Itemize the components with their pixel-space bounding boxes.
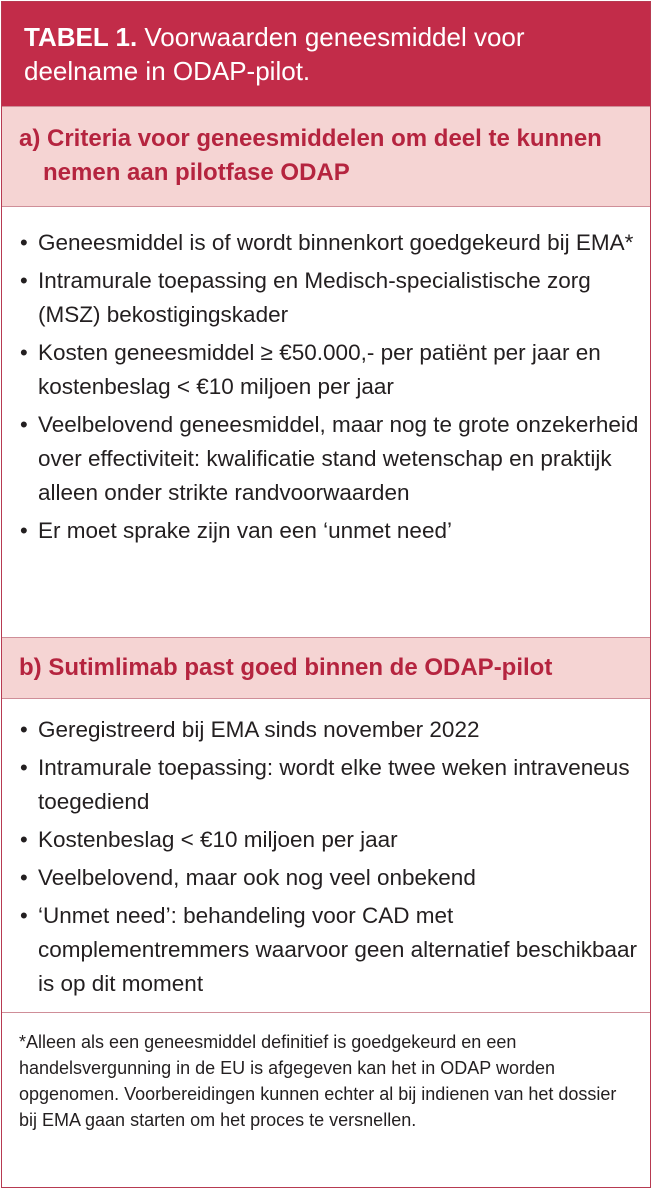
list-item	[2, 861, 650, 895]
bullet-icon: •	[20, 755, 28, 780]
bullet-icon: •	[20, 412, 28, 437]
section-b-heading-text: b) Sutimlimab past goed binnen de ODAP-pilot	[19, 654, 553, 681]
list-item	[2, 823, 650, 857]
list-item	[2, 408, 650, 510]
footnote: *Alleen als een geneesmiddel definitief is goedgekeurd en een handelsvergunning in de EU is afgegeven kan het in ODAP worden opgenomen. Voorbereidingen kunnen echter al bij indienen van het dossier bij EMA gaan starten om het proces te versnellen.	[19, 1032, 617, 1130]
list-item-text: Kosten geneesmiddel ≥ €50.000,- per patiënt per jaar en kostenbeslag < €10 miljoen per jaar	[38, 340, 601, 399]
bullet-icon: •	[20, 340, 28, 365]
bullet-icon: •	[20, 230, 28, 255]
list-item-text: Kostenbeslag < €10 miljoen per jaar	[38, 827, 398, 852]
section-b-heading	[2, 637, 650, 699]
table-title: Voorwaarden geneesmiddel voor deelname in ODAP-pilot.	[24, 22, 525, 86]
bullet-icon: •	[20, 717, 28, 742]
bullet-icon: •	[20, 268, 28, 293]
list-item	[2, 713, 650, 747]
section-a-list	[2, 226, 650, 548]
list-item-text: Intramurale toepassing: wordt elke twee weken intraveneus toegediend	[38, 755, 630, 814]
bullet-icon: •	[20, 827, 28, 852]
list-item	[2, 514, 650, 548]
list-item-text: Veelbelovend, maar ook nog veel onbekend	[38, 865, 476, 890]
list-item	[2, 899, 650, 1001]
list-item	[2, 336, 650, 404]
bullet-icon: •	[20, 865, 28, 890]
list-item-text: Geregistreerd bij EMA sinds november 2022	[38, 717, 480, 742]
list-item-text: Intramurale toepassing en Medisch-specialistische zorg (MSZ) bekostigingskader	[38, 268, 591, 327]
list-item-text: Veelbelovend geneesmiddel, maar nog te grote onzekerheid over effectiviteit: kwalificatie stand wetenschap en praktijk alleen onder strikte randvoorwaarden	[38, 412, 639, 505]
bullet-icon: •	[20, 903, 28, 928]
bullet-icon: •	[20, 518, 28, 543]
section-a-heading-line2: nemen aan pilotfase ODAP	[43, 159, 350, 186]
section-a-heading	[2, 106, 650, 207]
list-item-text: ‘Unmet need’: behandeling voor CAD met complementremmers waarvoor geen alternatief beschikbaar is op dit moment	[38, 903, 638, 996]
list-item	[2, 264, 650, 332]
section-b-list	[2, 713, 650, 1001]
list-item-text: Geneesmiddel is of wordt binnenkort goedgekeurd bij EMA*	[38, 230, 634, 255]
list-item-text: Er moet sprake zijn van een ‘unmet need’	[38, 518, 452, 543]
table-header	[2, 2, 650, 106]
list-item	[2, 751, 650, 819]
section-a-body	[2, 207, 650, 637]
table-label: TABEL 1.	[24, 22, 138, 52]
criteria-table	[1, 1, 651, 1188]
section-b-body	[2, 699, 650, 1013]
list-item	[2, 226, 650, 260]
section-a-heading-line1: a) Criteria voor geneesmiddelen om deel te kunnen	[19, 125, 602, 152]
